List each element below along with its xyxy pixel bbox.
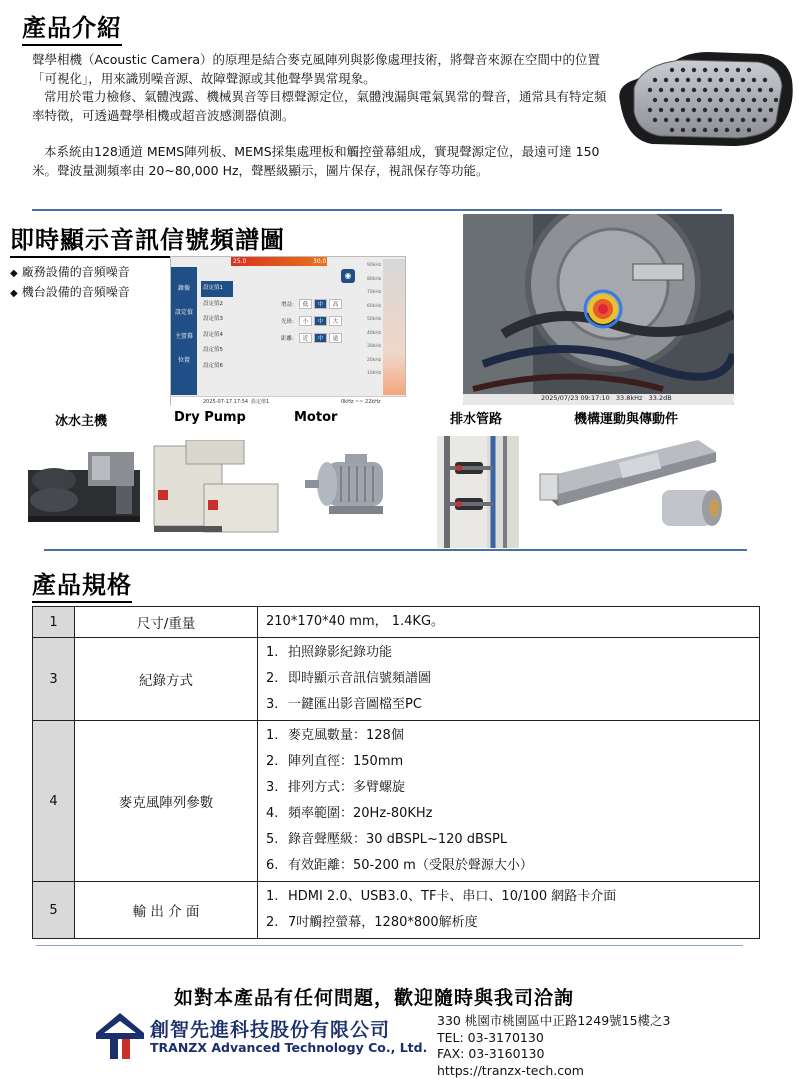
spec-value-item: 3. 一鍵匯出影音圖檔至PC bbox=[266, 697, 422, 712]
spec-value-text: 7吋觸控螢幕，1280*800解析度 bbox=[288, 915, 478, 930]
equipment-caption-motor: Motor bbox=[294, 410, 338, 425]
screen-setting-option: 近 bbox=[299, 333, 312, 343]
spec-value-item bbox=[266, 609, 751, 635]
chiller-image bbox=[24, 440, 144, 530]
screen-setting-option: 遠 bbox=[329, 333, 342, 343]
company-address: 330 桃園市桃園區中正路1249號15樓之3 bbox=[437, 1013, 671, 1028]
spec-value-text: 錄音聲壓級：30 dBSPL~120 dBSPL bbox=[288, 832, 508, 847]
spec-title: 產品規格 bbox=[32, 565, 132, 603]
screen-list-item: 設定值6 bbox=[203, 362, 223, 369]
spec-value-text: 有效距離：50-200 m（受限於聲源大小） bbox=[288, 858, 533, 873]
linear-actuator-image bbox=[538, 432, 738, 536]
spec-row bbox=[33, 882, 760, 939]
noise-bullets bbox=[10, 263, 130, 303]
drain-pipe-image bbox=[437, 436, 519, 548]
spec-value-text: 一鍵匯出影音圖檔至PC bbox=[288, 697, 422, 712]
bullet-item: ◆ 機台設備的音頻噪音 bbox=[10, 285, 130, 299]
spec-value-item: 5. 錄音聲壓級：30 dBSPL~120 dBSPL bbox=[266, 832, 508, 847]
spec-row-label: 尺寸/重量 bbox=[75, 607, 258, 638]
spec-value-item: 1. 拍照錄影紀錄功能 bbox=[266, 645, 393, 660]
company-name-zh: 創智先進科技股份有限公司 bbox=[150, 1019, 391, 1041]
intro-paragraph-1: 聲學相機（Acoustic Camera）的原理是結合麥克風陣列與影像處理技術，將聲音來源在空間中的位置「可視化」，用來識別噪音源、故障聲源或其他聲學異常現象。 bbox=[32, 52, 601, 86]
spec-row-number: 5 bbox=[33, 882, 75, 939]
spec-value-text: 拍照錄影紀錄功能 bbox=[288, 645, 393, 660]
spec-row-number: 1 bbox=[33, 607, 75, 638]
frequency-tick: 80kHz bbox=[367, 276, 382, 282]
spec-value-text: 麥克風數量：128個 bbox=[288, 728, 404, 743]
spec-row-label: 輸 出 介 面 bbox=[75, 882, 258, 939]
spec-row-number: 3 bbox=[33, 638, 75, 721]
screen-setting-option: 高 bbox=[329, 299, 342, 309]
spec-value-text: HDMI 2.0、USB3.0、TF卡、串口、10/100 網路卡介面 bbox=[288, 889, 617, 904]
scale-max: 30.0 bbox=[313, 258, 327, 265]
screen-menu-item: 主螢幕 bbox=[174, 333, 193, 340]
spec-row bbox=[33, 638, 760, 721]
spec-row-values bbox=[258, 638, 760, 721]
screen-settings bbox=[281, 295, 342, 346]
company-logo bbox=[96, 1013, 144, 1059]
divider-1 bbox=[32, 209, 722, 211]
divider-2 bbox=[44, 549, 747, 551]
spec-row-label: 麥克風陣列參數 bbox=[75, 721, 258, 882]
status-setting: 設定值1 bbox=[251, 399, 270, 405]
screen-setting-label: 光斑: bbox=[281, 318, 294, 325]
spec-row-label: 紀錄方式 bbox=[75, 638, 258, 721]
spec-value-item: 1. 麥克風數量：128個 bbox=[266, 728, 404, 743]
screen-menu-item: 位置 bbox=[177, 357, 190, 364]
dry-pump-image bbox=[152, 440, 280, 540]
spec-row bbox=[33, 721, 760, 882]
frequency-tick: 10kHz bbox=[367, 371, 382, 376]
spec-value-text: 210*170*40 mm， 1.4KG。 bbox=[266, 614, 445, 629]
equipment-caption-chiller: 冰水主機 bbox=[55, 414, 108, 429]
equipment-caption-drain-pipe: 排水管路 bbox=[450, 412, 503, 427]
spec-value-item: 2. 陣列直徑：150mm bbox=[266, 754, 404, 769]
intro-text bbox=[32, 51, 612, 180]
equipment-caption-motion-parts: 機構運動與傳動件 bbox=[574, 412, 679, 427]
spec-value-item: 4. 頻率範圍：20Hz-80KHz bbox=[266, 806, 433, 821]
spec-value-item: 2. 即時顯示音訊信號頻譜圖 bbox=[266, 671, 432, 686]
acoustic-camera-image bbox=[612, 40, 798, 158]
frequency-tick: 50kHz bbox=[367, 317, 382, 322]
scale-min: 25.0 bbox=[233, 258, 247, 265]
screen-setting-option: 小 bbox=[299, 316, 312, 326]
diamond-icon: ◆ bbox=[10, 288, 18, 299]
screen-setting-option: 中 bbox=[314, 299, 327, 309]
screen-setting-option: 大 bbox=[329, 316, 342, 326]
company-fax: FAX: 03-3160130 bbox=[437, 1046, 545, 1061]
screen-setting-row bbox=[281, 329, 342, 346]
screen-list-item: 設定值3 bbox=[203, 316, 223, 322]
equipment-caption-dry-pump: Dry Pump bbox=[174, 410, 246, 425]
status-freq-range: 0kHz ~~ 22kHz bbox=[341, 399, 381, 405]
spec-table bbox=[32, 606, 760, 939]
company-tel: TEL: 03-3170130 bbox=[437, 1029, 544, 1045]
frequency-tick: 90kHz bbox=[367, 263, 382, 268]
spec-row-values bbox=[258, 721, 760, 882]
screen-setting-row bbox=[281, 312, 342, 329]
spec-row-values bbox=[258, 882, 760, 939]
frequency-tick: 60kHz bbox=[367, 303, 382, 309]
frequency-tick: 40kHz bbox=[367, 330, 382, 336]
spec-value-text: 頻率範圍：20Hz-80KHz bbox=[288, 806, 433, 821]
screen-status-bar bbox=[171, 396, 407, 406]
spec-value-item: 3. 排列方式：多臂螺旋 bbox=[266, 780, 406, 795]
bullet-item: ◆ 廠務設備的音頻噪音 bbox=[10, 265, 130, 279]
screen-setting-option: 中 bbox=[314, 316, 327, 326]
touchscreen-ui-image bbox=[170, 256, 406, 406]
screen-list-item: 設定值2 bbox=[203, 300, 223, 307]
intro-paragraph-3: 本系統由128通道 MEMS陣列板、MEMS採集處理板和觸控螢幕組成，實現聲源定位，最遠可達 150米。聲波量測頻率由 20~80,000 Hz，聲壓級顯示，圖片保存，視訊保存等功能。 bbox=[32, 144, 600, 178]
spec-value-item: 1. HDMI 2.0、USB3.0、TF卡、串口、10/100 網路卡介面 bbox=[266, 889, 617, 904]
spectrum-title: 即時顯示音訊信號頻譜圖 bbox=[10, 220, 285, 258]
screen-setting-row bbox=[281, 295, 342, 312]
screen-list-item: 設定值4 bbox=[203, 331, 223, 338]
motor-image bbox=[305, 452, 401, 518]
status-time: 2025-07-17 17:54 bbox=[203, 399, 249, 405]
company-contact-block bbox=[437, 1013, 671, 1079]
screen-item-list bbox=[201, 281, 233, 374]
camera-icon: ◉ bbox=[341, 269, 355, 283]
photo-caption: 2025/07/23 09:17:10 33.8kHz 33.2dB bbox=[541, 394, 672, 402]
divider-3 bbox=[36, 945, 743, 946]
intro-title: 產品介紹 bbox=[22, 8, 122, 46]
screen-left-sidebar bbox=[171, 267, 197, 395]
screen-setting-option: 中 bbox=[314, 333, 327, 343]
spec-row bbox=[33, 607, 760, 638]
spec-value-item: 6. 有效距離：50-200 m（受限於聲源大小） bbox=[266, 858, 533, 873]
diamond-icon: ◆ bbox=[10, 268, 18, 279]
frequency-scale bbox=[367, 259, 383, 395]
spec-row-number: 4 bbox=[33, 721, 75, 882]
screen-list-item: 設定值5 bbox=[203, 347, 223, 353]
screen-setting-label: 增益: bbox=[281, 301, 294, 308]
frequency-tick: 30kHz bbox=[367, 344, 382, 349]
spec-value-text: 陣列直徑：150mm bbox=[288, 754, 404, 769]
spectrum-bar bbox=[383, 259, 405, 395]
contact-message: 如對本產品有任何問題，歡迎隨時與我司洽詢 bbox=[174, 987, 575, 1009]
field-photo bbox=[463, 214, 734, 405]
spec-value-text: 排列方式：多臂螺旋 bbox=[288, 780, 406, 795]
screen-list-item: 設定值1 bbox=[201, 281, 233, 297]
company-website-link[interactable]: https://tranzx-tech.com bbox=[437, 1062, 584, 1078]
screen-setting-option: 低 bbox=[299, 299, 312, 309]
screen-menu-item: 錄像 bbox=[177, 285, 190, 292]
intro-paragraph-2: 常用於電力檢修、氣體洩露、機械異音等目標聲源定位，氣體洩漏與電氣異常的聲音，通常具有特定頻率特徵，可透過聲學相機或超音波感測器偵測。 bbox=[32, 89, 607, 123]
spec-value-item: 2. 7吋觸控螢幕，1280*800解析度 bbox=[266, 915, 478, 930]
spec-row-values bbox=[258, 607, 760, 638]
spec-value-text: 即時顯示音訊信號頻譜圖 bbox=[288, 671, 432, 686]
screen-menu-item: 設定值 bbox=[174, 309, 193, 316]
frequency-tick: 70kHz bbox=[367, 290, 382, 295]
company-name-en: TRANZX Advanced Technology Co., Ltd. bbox=[150, 1040, 428, 1055]
screen-setting-label: 距離: bbox=[281, 335, 294, 342]
frequency-tick: 20kHz bbox=[367, 357, 382, 363]
